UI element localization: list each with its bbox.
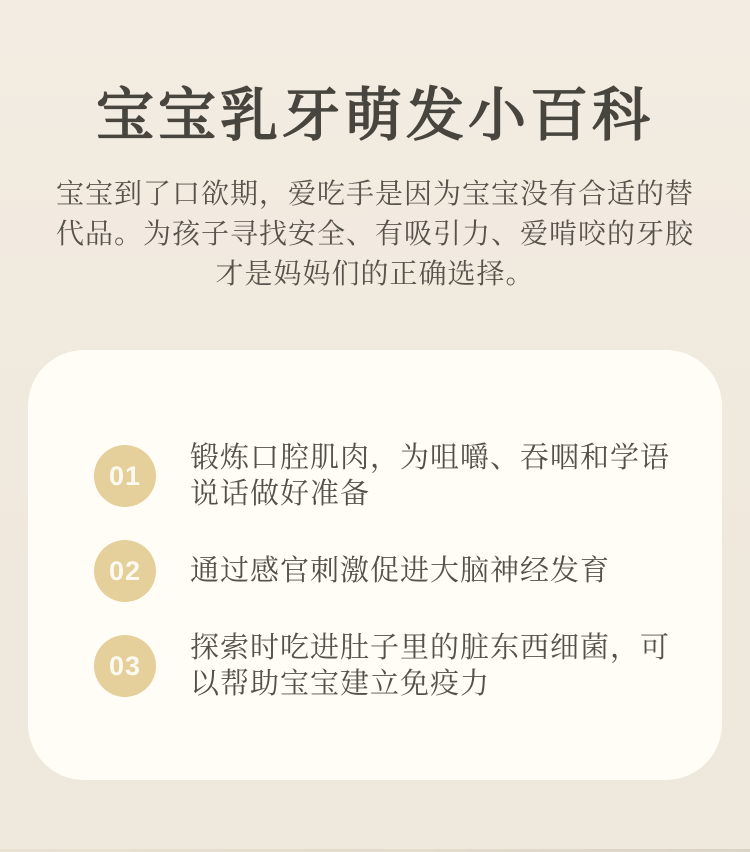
benefit-number-badge-3: 03: [94, 635, 156, 697]
benefit-item-3: [94, 630, 682, 702]
benefit-item-1: [94, 440, 682, 512]
benefit-number-badge-2: 02: [94, 540, 156, 602]
intro-text: 宝宝到了口欲期，爱吃手是因为宝宝没有合适的替代品。为孩子寻找安全、有吸引力、爱啃咬的牙胶才是妈妈们的正确选择。: [55, 178, 694, 289]
benefit-number-badge-1: 01: [94, 445, 156, 507]
benefit-text-1: 锻炼口腔肌肉，为咀嚼、吞咽和学语说话做好准备: [190, 442, 671, 510]
benefits-card: [28, 350, 722, 780]
benefit-text-2: 通过感官刺激促进大脑神经发育: [190, 555, 611, 587]
page-title: 宝宝乳牙萌发小百科: [95, 83, 654, 148]
benefit-text-3: 探索时吃进肚子里的脏东西细菌，可以帮助宝宝建立免疫力: [190, 632, 671, 700]
benefit-item-2: [94, 540, 682, 602]
